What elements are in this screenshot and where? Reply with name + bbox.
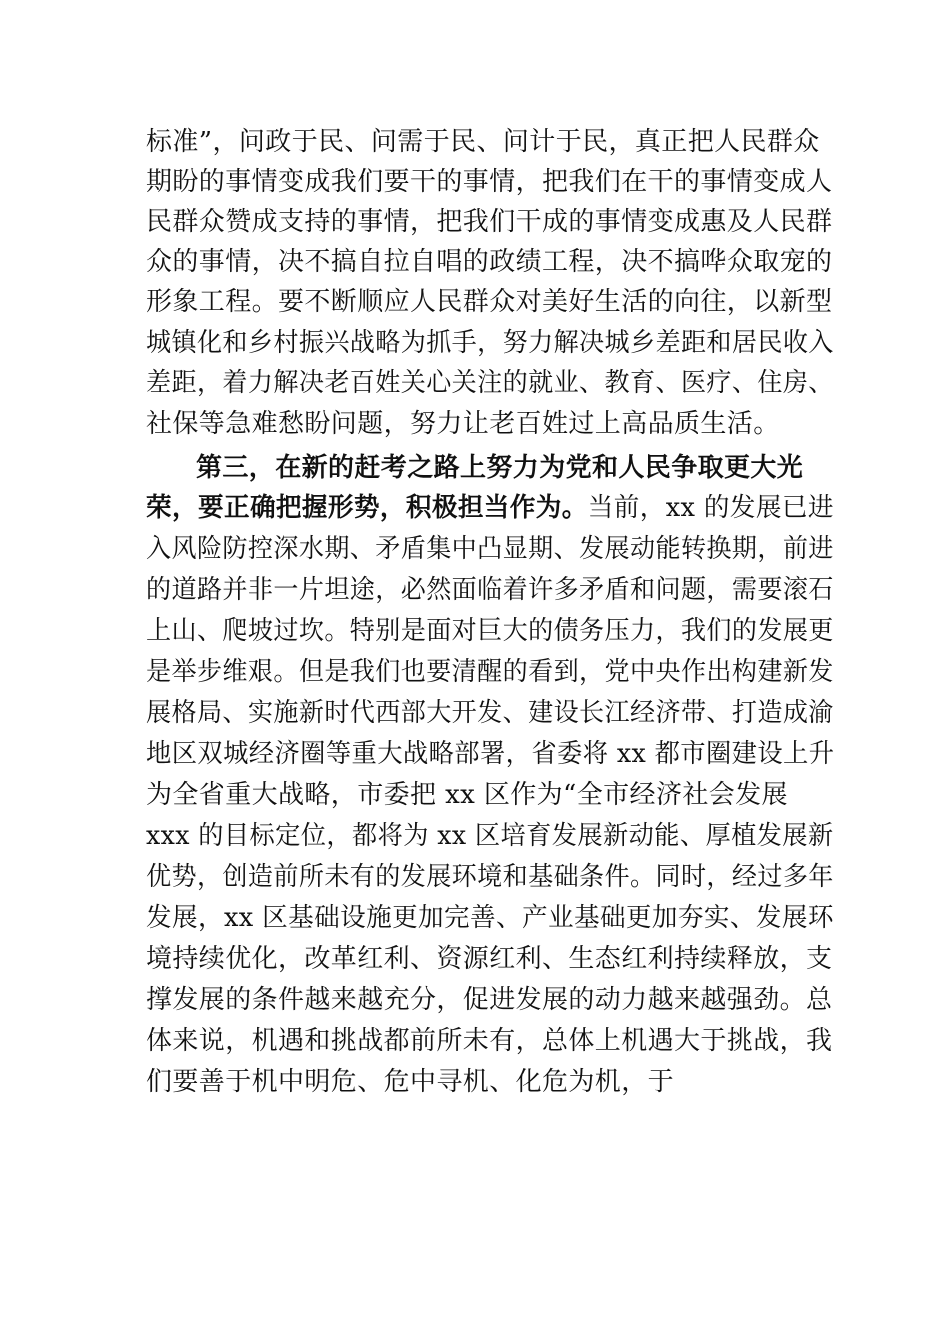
- paragraph1-line-5: 形象工程。要不断顺应人民群众对美好生活的向往，以新型: [146, 287, 833, 317]
- paragraph2-line-2: [146, 490, 834, 526]
- paragraph1-line-7: 差距，着力解决老百姓关心关注的就业、教育、医疗、住房、: [146, 368, 834, 398]
- paragraph1-line-1: 标准”，问政于民、问需于民、问计于民，真正把人民群众: [146, 127, 820, 157]
- paragraph2-line-10: xxx 的目标定位，都将为 xx 区培育发展新动能、厚植发展新: [146, 821, 834, 851]
- paragraph2-line-3: 入风险防控深水期、矛盾集中凸显期、发展动能转换期，前进: [146, 534, 834, 564]
- paragraph2-line-7: 展格局、实施新时代西部大开发、建设长江经济带、打造成渝: [146, 698, 834, 728]
- paragraph1-line-2: 期盼的事情变成我们要干的事情，把我们在干的事情变成人: [146, 167, 833, 197]
- paragraph1-line-8: 社保等急难愁盼问题，努力让老百姓过上高品质生活。: [146, 409, 780, 439]
- paragraph2-line-16: 们要善于机中明危、危中寻机、化危为机，于: [146, 1067, 675, 1097]
- paragraph2-line-5: 上山、爬坡过坎。特别是面对巨大的债务压力，我们的发展更: [146, 616, 834, 646]
- paragraph2-line-15: 体来说，机遇和挑战都前所未有，总体上机遇大于挑战，我: [146, 1026, 833, 1056]
- paragraph2-line-9: 为全省重大战略，市委把 xx 区作为“全市经济社会发展: [146, 780, 788, 810]
- paragraph1-line-6: 城镇化和乡村振兴战略为抓手，努力解决城乡差距和居民收入: [146, 328, 834, 358]
- paragraph2-line-13: 境持续优化，改革红利、资源红利、生态红利持续释放，支: [146, 944, 833, 974]
- paragraph2-heading-line-2: 荣，要正确把握形势，积极担当作为。: [146, 493, 588, 523]
- paragraph2-line-8: 地区双城经济圈等重大战略部署，省委将 xx 都市圈建设上升: [146, 739, 835, 769]
- paragraph1-line-4: 众的事情，决不搞自拉自唱的政绩工程，决不搞哗众取宠的: [146, 247, 833, 277]
- paragraph1-line-3: 民群众赞成支持的事情，把我们干成的事情变成惠及人民群: [146, 207, 833, 237]
- paragraph2-line-6: 是举步维艰。但是我们也要清醒的看到，党中央作出构建新发: [146, 657, 834, 687]
- paragraph2-line-2-text: 当前，xx 的发展已进: [587, 493, 834, 523]
- paragraph2-line-11: 优势，创造前所未有的发展环境和基础条件。同时，经过多年: [146, 862, 834, 892]
- paragraph2-line-14: 撑发展的条件越来越充分，促进发展的动力越来越强劲。总: [146, 985, 833, 1015]
- paragraph2-heading-line-1: 第三，在新的赶考之路上努力为党和人民争取更大光: [196, 453, 804, 483]
- paragraph2-line-12: 发展，xx 区基础设施更加完善、产业基础更加夯实、发展环: [146, 903, 834, 933]
- paragraph2-line-4: 的道路并非一片坦途，必然面临着许多矛盾和问题，需要滚石: [146, 575, 834, 605]
